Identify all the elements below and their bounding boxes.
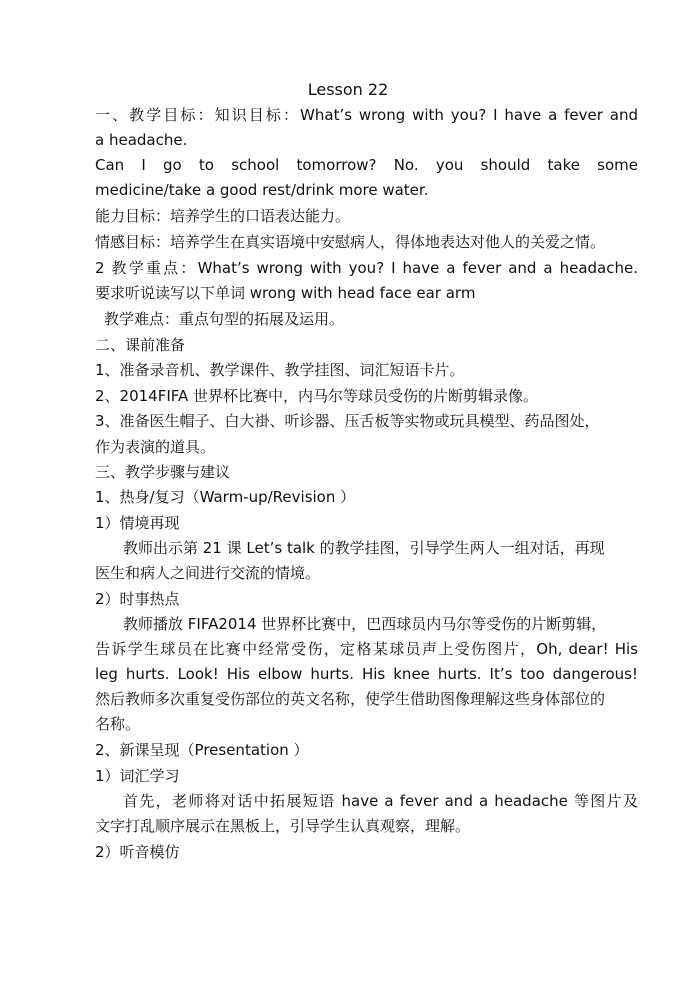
objective-line-1: 一、教学目标：知识目标：What’s wrong with you? I have a fever and <box>95 106 638 124</box>
events-paragraph-line-1: 教师播放 FIFA2014 世界杯比赛中，巴西球员内马尔等受伤的片断剪辑， <box>123 615 607 633</box>
ability-objective: 能力目标：培养学生的口语表达能力。 <box>95 207 351 225</box>
events-paragraph-line-2: 告诉学生球员在比赛中经常受伤，定格某球员声上受伤图片，Oh, dear! His <box>95 640 638 658</box>
key-points-line-1: 2 教学重点：What’s wrong with you? I have a fever and a headache. <box>95 259 638 277</box>
sub-heading-scene: 1）情境再现 <box>95 514 180 532</box>
objective-line-4: medicine/take a good rest/drink more water. <box>95 181 429 199</box>
objective-line-2: a headache. <box>95 131 188 149</box>
sub-heading-listening: 2）听音模仿 <box>95 843 180 861</box>
preparation-item-2: 2、2014FIFA 世界杯比赛中，内马尔等球员受伤的片断剪辑录像。 <box>95 387 539 405</box>
preparation-item-3-cont: 作为表演的道具。 <box>95 438 216 456</box>
preparation-item-3: 3、准备医生帽子、白大褂、听诊器、压舌板等实物或玩具模型、药品图处， <box>95 412 600 430</box>
scene-paragraph-line-2: 医生和病人之间进行交流的情境。 <box>95 564 321 582</box>
lesson-title: Lesson 22 <box>307 80 389 99</box>
sub-heading-current-events: 2）时事热点 <box>95 590 180 608</box>
events-paragraph-line-4: 然后教师多次重复受伤部位的英文名称，使学生借助图像理解这些身体部位的 <box>95 690 606 708</box>
emotion-objective: 情感目标：培养学生在真实语境中安慰病人，得体地表达对他人的关爱之情。 <box>95 233 606 251</box>
objective-line-3: Can I go to school tomorrow? No. you should take some <box>95 156 638 174</box>
section-heading-steps: 三、教学步骤与建议 <box>95 463 231 481</box>
difficulty-line: 教学难点：重点句型的拓展及运用。 <box>104 310 345 328</box>
step-heading-presentation: 2、新课呈现（Presentation ） <box>95 741 309 759</box>
scene-paragraph-line-1: 教师出示第 21 课 Let’s talk 的教学挂图，引导学生两人一组对话，再现 <box>123 539 605 557</box>
events-paragraph-line-5: 名称。 <box>95 715 141 733</box>
step-heading-warmup: 1、热身/复习（Warm-up/Revision ） <box>95 488 356 506</box>
preparation-item-1: 1、准备录音机、教学课件、教学挂图、词汇短语卡片。 <box>95 361 465 379</box>
key-points-line-2: 要求听说读写以下单词 wrong with head face ear arm <box>95 284 476 302</box>
vocabulary-paragraph-line-1: 首先，老师将对话中拓展短语 have a fever and a headache 等图片及 <box>123 792 638 810</box>
events-paragraph-line-3: leg hurts. Look! His elbow hurts. His knee hurts. It’s too dangerous! <box>95 665 638 683</box>
sub-heading-vocabulary: 1）词汇学习 <box>95 767 180 785</box>
section-heading-preparation: 二、课前准备 <box>95 336 186 354</box>
vocabulary-paragraph-line-2: 文字打乱顺序展示在黑板上，引导学生认真观察，理解。 <box>95 817 471 835</box>
